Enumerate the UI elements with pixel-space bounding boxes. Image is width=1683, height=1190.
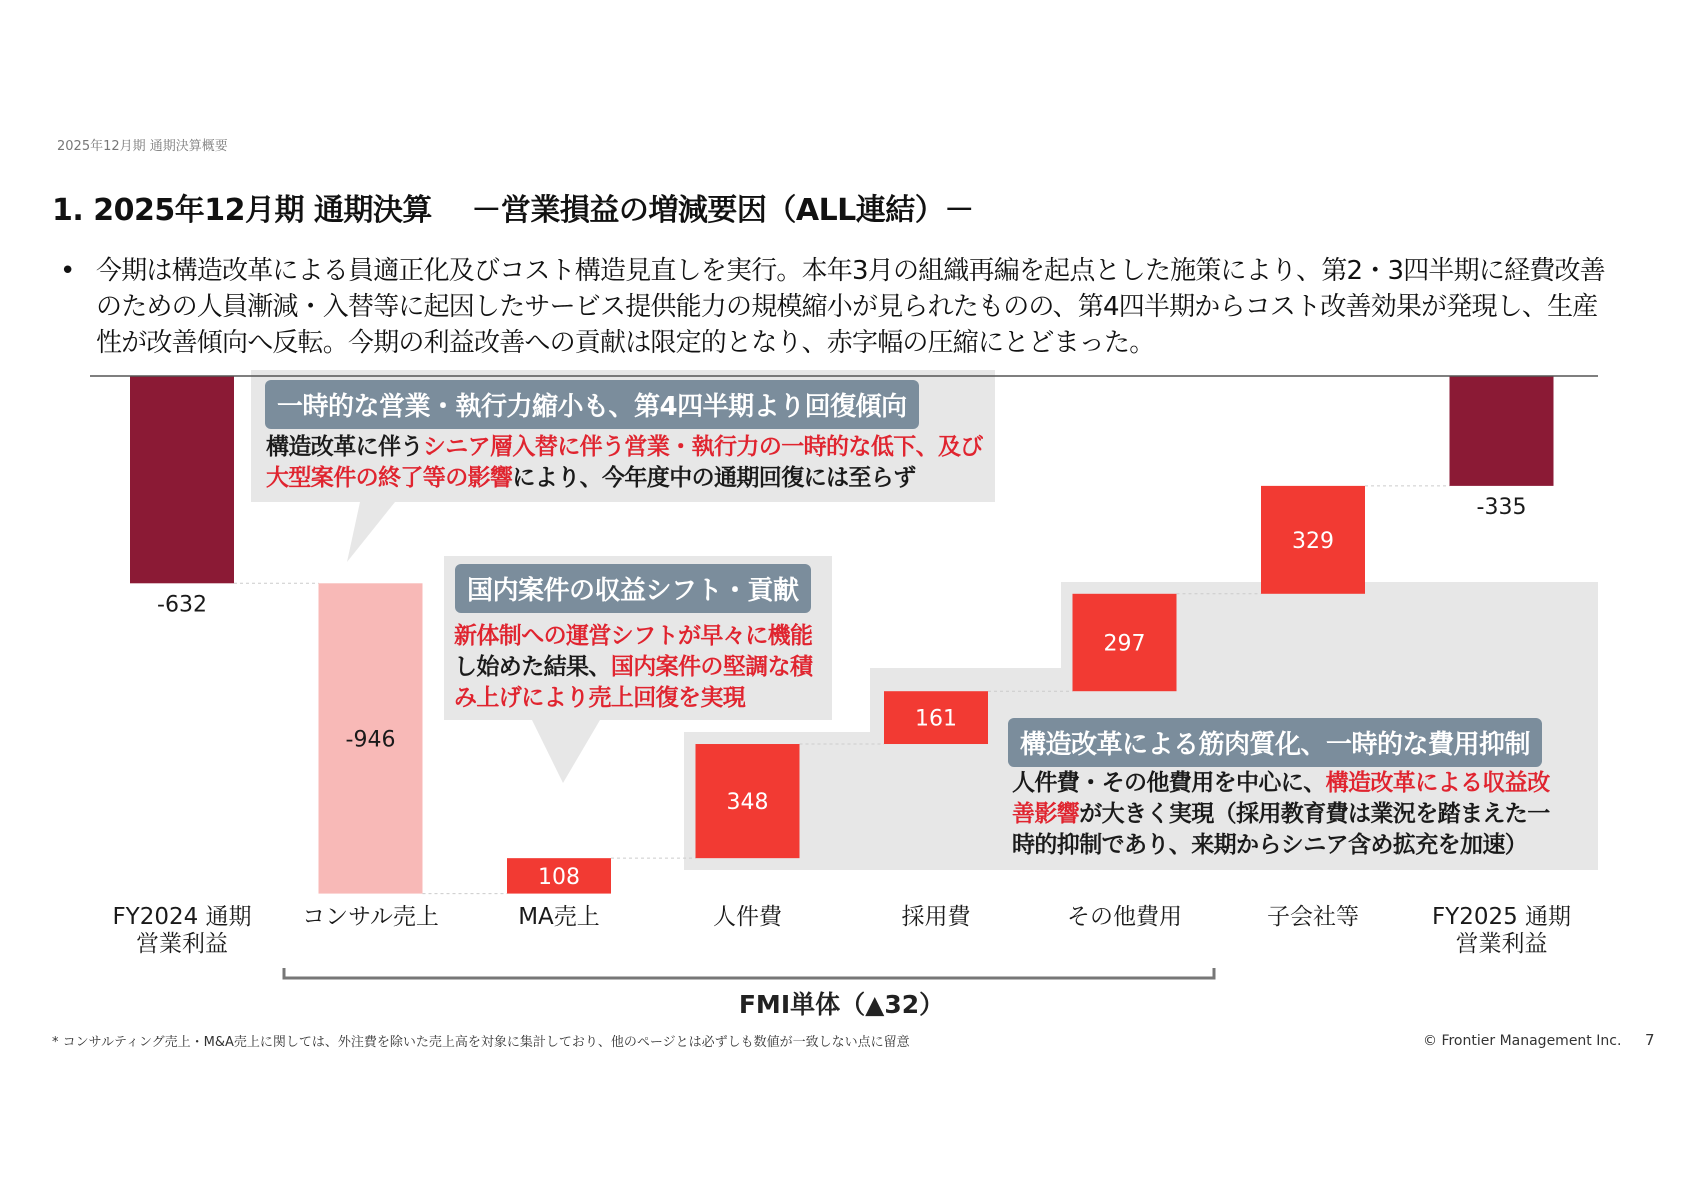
summary-text: 今期は構造改革による員適正化及びコスト構造見直しを実行。本年3月の組織再編を起点とした施策により、第2・3四半期に経費改善のための人員漸減・入替等に起因したサービス提供能力の規模縮小が見られたものの、第4四半期からコスト改善効果が発現し、生産性が改善傾向へ反転。今期の利益改善への貢献は限定的となり、赤字幅の圧縮にとどまった。 <box>96 256 1605 358</box>
callout-1-title: 一時的な営業・執行力縮小も、第4四半期より回復傾向 <box>265 380 919 429</box>
copyright: © Frontier Management Inc. <box>1423 1033 1622 1049</box>
bullet-dot-icon: • <box>60 256 76 286</box>
data-label: -335 <box>1476 494 1527 520</box>
category-label: コンサル売上 <box>302 904 439 930</box>
slide-title: 1. 2025年12月期 通期決算 －営業損益の増減要因（ALL連結）－ <box>52 193 974 228</box>
section-label: 2025年12月期 通期決算概要 <box>57 139 228 154</box>
category-label: 採用費 <box>901 904 971 930</box>
callout-2-body-highlight-1: 新体制への運営シフトが早々に機能 <box>454 623 813 649</box>
data-label: -632 <box>157 592 207 618</box>
category-label: MA売上 <box>518 904 600 930</box>
data-label: 329 <box>1292 528 1334 554</box>
page-number: 7 <box>1645 1031 1655 1049</box>
callout-3-body <box>1012 768 1552 861</box>
callout-1-body <box>266 432 996 494</box>
data-label: 161 <box>915 706 957 732</box>
callout-2-title: 国内案件の収益シフト・貢献 <box>455 564 811 613</box>
callout-1-body-highlight: シニア層入替に伴う営業・執行力の一時的な低下、及び大型案件の終了等の影響 <box>266 434 983 491</box>
fmi-bracket <box>284 968 1214 978</box>
callout-3-body-post: が大きく実現（採用教育費は業況を踏まえた一時的抑制であり、来期からシニア含め拡充を加速） <box>1012 801 1550 858</box>
callout-2-body <box>454 621 829 714</box>
category-label: FY2024 通期営業利益 <box>112 904 252 957</box>
category-label: その他費用 <box>1067 904 1182 930</box>
category-label: 子会社等 <box>1267 904 1359 930</box>
callout-2-body-mid: し始めた結果、 <box>454 654 611 680</box>
callout-3-title: 構造改革による筋肉質化、一時的な費用抑制 <box>1008 718 1542 767</box>
callout-3-body-highlight: 構造改革による収益改善影響 <box>1012 770 1550 827</box>
fmi-bracket-label: FMI単体（▲32） <box>738 990 945 1019</box>
data-label: -946 <box>345 727 396 753</box>
data-label: 348 <box>726 790 769 816</box>
callout-1-body-post: により、今年度中の通期回復には至らず <box>512 465 916 491</box>
category-label: 人件費 <box>713 904 782 930</box>
category-label: FY2025 通期営業利益 <box>1431 904 1572 957</box>
waterfall-bar <box>1450 376 1554 486</box>
data-label: 108 <box>538 864 580 890</box>
data-label: 297 <box>1103 631 1146 657</box>
callout-3-body-pre: 人件費・その他費用を中心に、 <box>1012 770 1326 796</box>
callout-1-body-pre: 構造改革に伴う <box>266 434 423 460</box>
callout-2-body-highlight-2: 国内案件の堅調な積み上げにより売上回復を実現 <box>454 654 813 711</box>
waterfall-bar <box>130 376 234 583</box>
footnote: * コンサルティング売上・M&A売上に関しては、外注費を除いた売上高を対象に集計しており、他のページとは必ずしも数値が一致しない点に留意 <box>52 1035 910 1050</box>
